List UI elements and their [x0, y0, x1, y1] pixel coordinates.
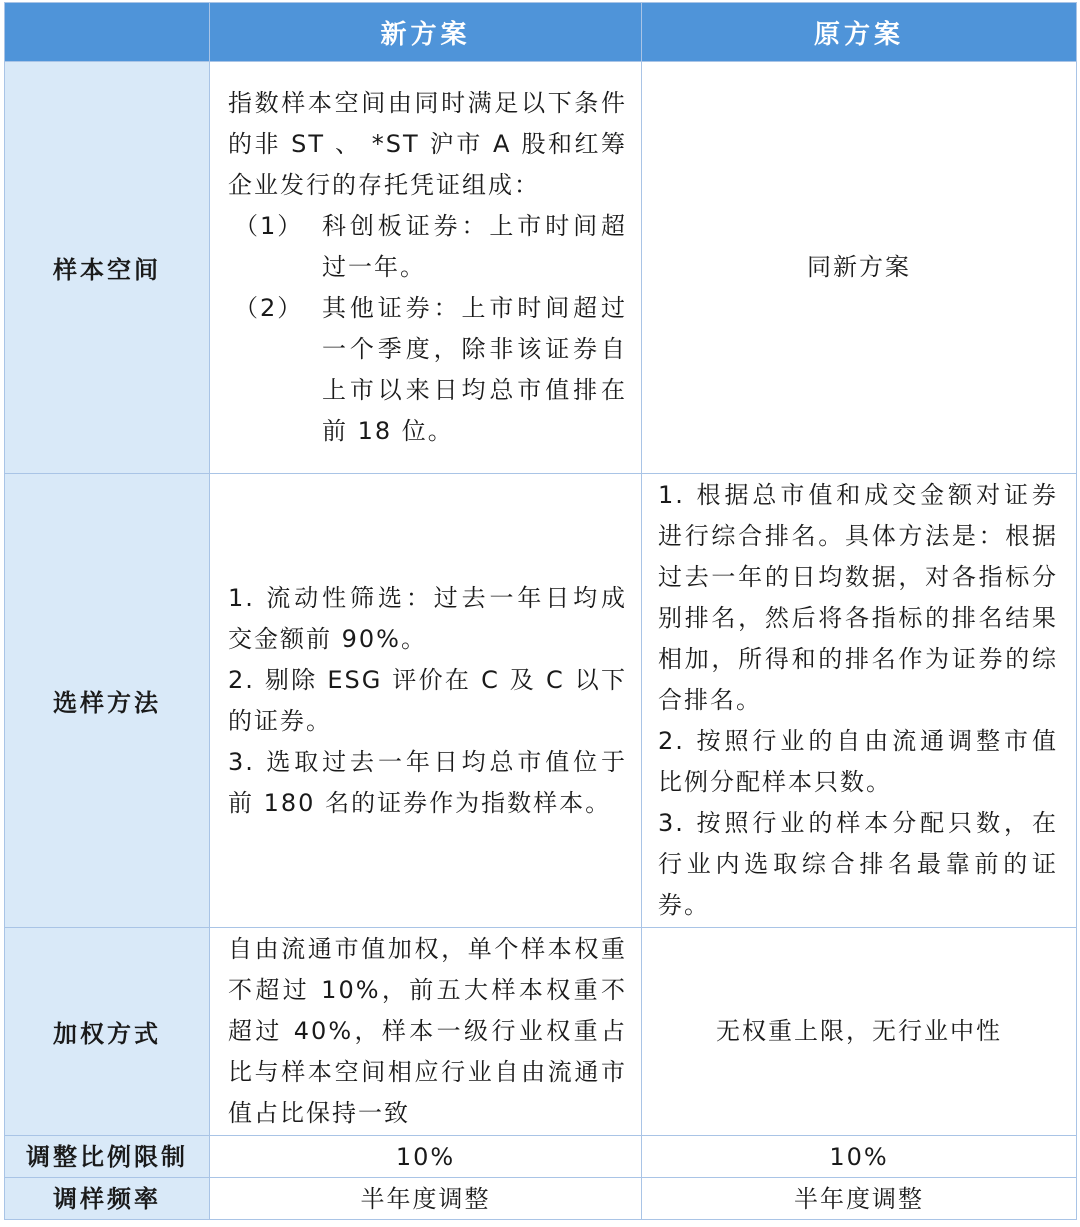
item-number: （2）	[234, 294, 304, 322]
cell-weighting-new: 自由流通市值加权，单个样本权重不超过 10%，前五大样本权重不超过 40%，样本一级行业权重占比与样本空间相应行业自由流通市值占比保持一致	[210, 928, 642, 1136]
row-label-weighting: 加权方式	[5, 928, 210, 1136]
sample-space-intro: 指数样本空间由同时满足以下条件的非 ST 、 *ST 沪市 A 股和红筹企业发行的存托凭证组成：	[228, 89, 627, 199]
row-weighting	[5, 928, 1077, 1136]
item-number: （1）	[234, 212, 304, 240]
header-corner	[5, 3, 210, 62]
item-text: 其他证券：上市时间超过一个季度，除非该证券自上市以来日均总市值排在前 18 位。	[322, 294, 627, 445]
row-rebalance-frequency	[5, 1178, 1077, 1220]
row-label-selection-method: 选样方法	[5, 474, 210, 928]
cell-limit-new: 10%	[210, 1136, 642, 1178]
cell-sample-space-old: 同新方案	[642, 62, 1077, 474]
cell-weighting-old: 无权重上限，无行业中性	[642, 928, 1077, 1136]
selection-old-line: 2. 按照行业的自由流通调整市值比例分配样本只数。	[658, 727, 1058, 796]
row-label-sample-space: 样本空间	[5, 62, 210, 474]
row-selection-method	[5, 474, 1077, 928]
selection-new-line: 3. 选取过去一年日均总市值位于前 180 名的证券作为指数样本。	[228, 747, 627, 817]
selection-old-line: 1. 根据总市值和成交金额对证券进行综合排名。具体方法是：根据过去一年的日均数据，对各指标分别排名，然后将各指标的排名结果相加，所得和的排名作为证券的综合排名。	[658, 481, 1058, 714]
item-text: 科创板证券：上市时间超过一年。	[322, 212, 627, 281]
header-old-scheme: 原方案	[642, 3, 1077, 62]
selection-new-line: 1. 流动性筛选：过去一年日均成交金额前 90%。	[228, 583, 627, 653]
comparison-table	[4, 2, 1077, 1220]
cell-selection-old	[642, 474, 1077, 928]
cell-limit-old: 10%	[642, 1136, 1077, 1178]
cell-frequency-old: 半年度调整	[642, 1178, 1077, 1220]
header-row	[5, 3, 1077, 62]
selection-old-line: 3. 按照行业的样本分配只数，在行业内选取综合排名最靠前的证券。	[658, 809, 1058, 919]
selection-new-line: 2. 剔除 ESG 评价在 C 及 C 以下的证券。	[228, 665, 627, 735]
header-new-scheme: 新方案	[210, 3, 642, 62]
row-adjust-limit	[5, 1136, 1077, 1178]
row-label-adjust-limit: 调整比例限制	[5, 1136, 210, 1178]
row-label-rebalance-frequency: 调样频率	[5, 1178, 210, 1220]
sample-space-item	[228, 206, 627, 288]
sample-space-item	[228, 288, 627, 452]
row-sample-space	[5, 62, 1077, 474]
cell-sample-space-new	[210, 62, 642, 474]
cell-selection-new	[210, 474, 642, 928]
cell-frequency-new: 半年度调整	[210, 1178, 642, 1220]
